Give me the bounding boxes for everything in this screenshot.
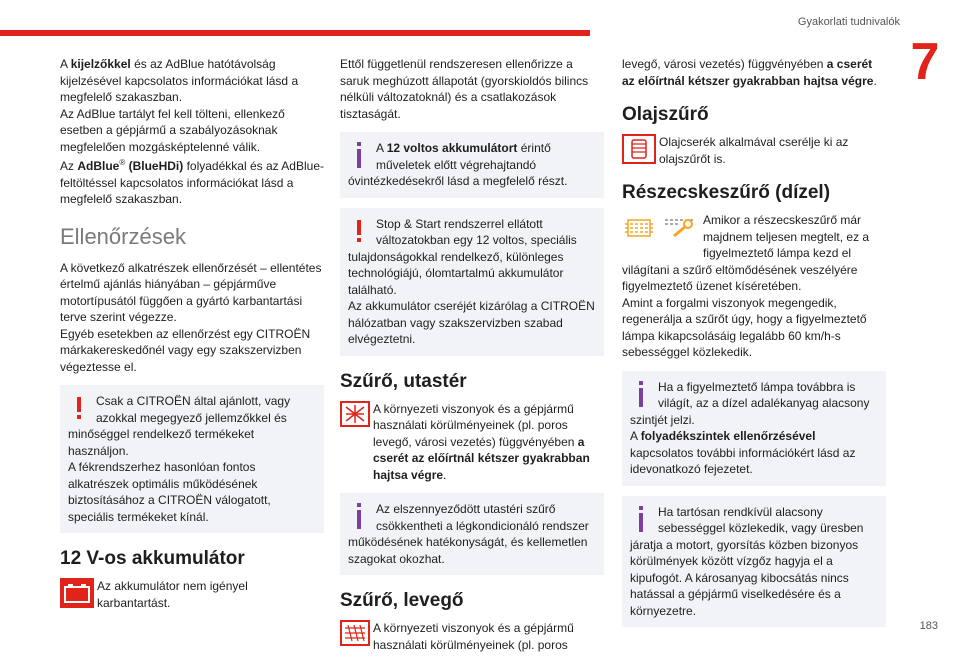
paragraph: Ettől függetlenül rendszeresen ellenőrizze a saruk meghúzott állapotát (gyorskioldós bilincs nélküli változatoknál) és a csatlakozások tisztaságát. xyxy=(340,57,589,121)
battery-icon xyxy=(60,578,94,608)
warning-icon xyxy=(348,216,372,246)
battery-text: Az akkumulátor nem igényel karbantartást. xyxy=(97,579,248,610)
section-heading-checks: Ellenőrzések xyxy=(60,223,186,249)
section-heading-air-filter: Szűrő, levegő xyxy=(340,590,464,611)
oil-filter-row xyxy=(622,134,886,167)
particle-filter-block xyxy=(622,212,886,361)
battery-row xyxy=(60,578,324,611)
section-heading-battery: 12 V-os akkumulátor xyxy=(60,548,245,569)
section-heading-cabin-filter: Szűrő, utastér xyxy=(340,370,467,392)
service-wrench-icon xyxy=(662,214,696,244)
column-3 xyxy=(622,56,886,637)
paragraph: levegő, városi vezetés) függvényében a cserét az előírtnál kétszer gyakrabban hajtsa végre. xyxy=(622,57,877,88)
info-note xyxy=(622,371,886,486)
page-number: 183 xyxy=(919,620,938,632)
particle-filter-text: Amikor a részecskeszűrő már majdnem teljesen megtelt, ez a figyelmeztető lámpa kezd el világítani a szűrő eltömődésének veszélyére figyelmeztető üzenet kíséretében. Amint a forgalmi viszonyok megengedik, regenerálja a szűrőt úgy, hogy a figyelmeztető lámpa kikapcsolásáig legalább 60 km/h-s sebességgel közlekedik. xyxy=(622,213,870,359)
particle-filter-warning-icons xyxy=(622,214,699,244)
air-filter-icon xyxy=(340,620,370,646)
info-note-text: Az elszennyeződött utastéri szűrő csökkentheti a légkondicionáló rendszer működésének hatékonyságát, és kellemetlen szagokat okozhat. xyxy=(348,502,589,566)
chapter-number: 7 xyxy=(910,33,940,91)
info-icon xyxy=(630,379,654,409)
info-icon xyxy=(348,501,372,531)
warning-note xyxy=(60,385,324,533)
info-note xyxy=(622,496,886,628)
oil-filter-icon xyxy=(622,134,656,164)
info-note-text: Ha a figyelmeztető lámpa továbbra is világít, az a dízel adalékanyag alacsony szintjét jelzi. A folyadékszintek ellenőrzésével kapcsolatos további információkért lásd az idevonatkozó fejezetet. xyxy=(630,379,870,476)
info-icon xyxy=(630,504,654,534)
oil-filter-text: Olajcserék alkalmával cserélje ki az olajszűrőt is. xyxy=(659,135,849,166)
paragraph: Az AdBlue tartályt fel kell tölteni, ellenkező esetben a gépjármű a szabályozásoknak megfelelően mozgásképtelenné válik. xyxy=(60,106,285,154)
particle-filter-lamp-icon xyxy=(622,214,656,244)
info-note xyxy=(340,493,604,575)
paragraph: A kijelzőkkel és az AdBlue hatótávolság kijelzésével kapcsolatos információkat lásd a megfelelő szakaszban. xyxy=(60,57,299,104)
section-heading-particle-filter: Részecskeszűrő (dízel) xyxy=(622,182,831,203)
air-filter-text: A környezeti viszonyok és a gépjármű használati körülményeinek (pl. poros xyxy=(373,621,574,652)
column-1 xyxy=(60,56,324,615)
header-red-bar xyxy=(0,30,590,36)
warning-note-text: Csak a CITROËN által ajánlott, vagy azokkal megegyező jellemzőkkel és minőséggel rendelkező termékeket használjon. A fékrendszerhez hasonlóan fontos alkatrészek optimális működésének biztosításához a CITROËN válogatott, speciális termékeket kínál. xyxy=(68,394,291,524)
warning-note-text: Stop & Start rendszerrel ellátott változatokban egy 12 voltos, speciális tulajdonságokkal rendelkező, különleges technológiájú, ólomtartalmú akkumulátor található. Az akkumulátor cseréjét kizárólag a CITROËN hálózatban vagy szakszervizben szabad elvégeztetni. xyxy=(348,216,595,346)
running-header: Gyakorlati tudnivalók xyxy=(797,16,900,28)
paragraph: A következő alkatrészek ellenőrzését – ellentétes értelmű ajánlás hiányában – gépjárműve motortípusától függően a gyártó karbantartási terve szerint végezze. Egyéb esetekben az ellenőrzést egy CITROËN márkakereskedőnél vagy egy szakszervizben végeztesse el. xyxy=(60,260,322,374)
cabin-filter-row xyxy=(340,401,604,484)
info-icon xyxy=(348,140,372,170)
warning-note xyxy=(340,208,604,356)
info-note-text: A 12 voltos akkumulátort érintő műveletek előtt végrehajtandó óvintézkedésekről lásd a megfelelő részt. xyxy=(348,141,568,188)
warning-icon xyxy=(68,393,92,423)
cabin-filter-text: A környezeti viszonyok és a gépjármű használati körülményeinek (pl. poros levegő, városi vezetés) függvényében a cserét az előírtnál kétszer gyakrabban hajtsa végre. xyxy=(373,401,590,482)
info-note-text: Ha tartósan rendkívül alacsony sebességgel közlekedik, vagy üresben járatja a motort, gyorsítás közben bizonyos körülmények között vízgőz hagyja el a kipufogót. A károsanyag kibocsátás nincs hatással a gépjármű viselkedésére és a környezetre. xyxy=(630,504,864,618)
cabin-filter-icon xyxy=(340,401,370,427)
section-heading-oil-filter: Olajszűrő xyxy=(622,104,709,125)
paragraph: Az AdBlue® (BlueHDi) folyadékkal és az AdBlue-feltöltéssel kapcsolatos információkat lásd a megfelelő szakaszban. xyxy=(60,158,324,206)
air-filter-row xyxy=(340,620,604,653)
info-note xyxy=(340,132,604,198)
column-2 xyxy=(340,56,604,657)
